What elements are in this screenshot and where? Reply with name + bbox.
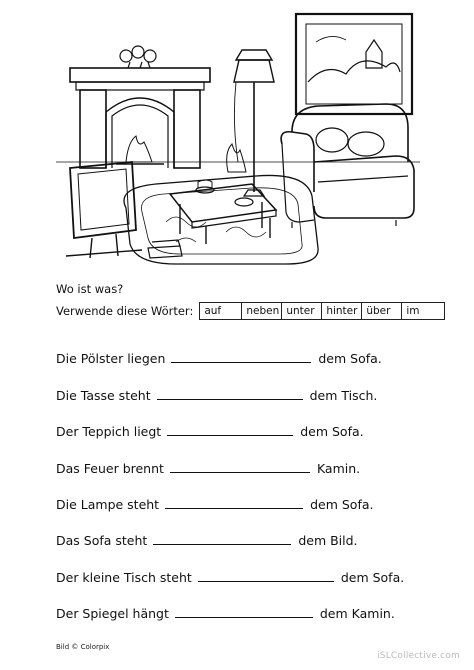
instruction-row [56, 302, 445, 320]
sentence-end: dem Sofa. [300, 424, 364, 440]
image-credit: Bild © Colorpix [56, 643, 110, 651]
sentence-start: Das Sofa steht [56, 533, 148, 549]
sofa [281, 104, 414, 228]
sentence-start: Der Teppich liegt [56, 424, 162, 440]
word-bank-item: im [406, 305, 420, 317]
word-bank-item: neben [242, 303, 282, 319]
answer-blank[interactable] [171, 351, 311, 363]
word-bank-item: unter [282, 303, 322, 319]
answer-blank[interactable] [165, 497, 303, 509]
sentence-end: dem Sofa. [340, 569, 405, 585]
word-bank [199, 302, 445, 320]
instruction-label: Verwende diese Wörter: [56, 304, 194, 318]
fireplace [70, 46, 210, 168]
answer-blank[interactable] [198, 570, 334, 582]
exercise-sentence [56, 366, 436, 402]
word-bank-item: hinter [322, 303, 362, 319]
books [148, 240, 182, 258]
exercise-sentence [56, 439, 436, 475]
wall-picture [296, 14, 412, 114]
exercise-sentence [56, 476, 436, 512]
exercise-sentence [56, 403, 436, 439]
answer-blank[interactable] [170, 461, 310, 473]
floor-lamp [236, 50, 272, 60]
exercise-sentence [56, 548, 436, 584]
answer-blank[interactable] [153, 533, 291, 545]
sentence-end: dem Sofa. [310, 496, 374, 512]
rug [124, 175, 318, 264]
word-bank-item: über [362, 303, 402, 319]
watermark: iSLCollective.com [377, 651, 460, 661]
answer-blank[interactable] [175, 606, 313, 618]
sentence-start: Die Lampe steht [56, 496, 160, 512]
sentence-end: dem Kamin. [319, 606, 395, 622]
exercise-list [56, 330, 436, 621]
sentence-end: dem Bild. [298, 533, 358, 549]
living-room-icon [56, 12, 420, 274]
sentence-end: Kamin. [316, 460, 361, 476]
answer-blank[interactable] [167, 424, 293, 436]
word-bank-item: auf [200, 303, 242, 319]
sentence-start: Die Tasse steht [56, 387, 151, 403]
sentence-start: Der Spiegel hängt [56, 606, 169, 622]
sentence-start: Das Feuer brennt [56, 460, 164, 476]
answer-blank[interactable] [157, 388, 303, 400]
sentence-start: Der kleine Tisch steht [56, 569, 192, 585]
sentence-end: dem Sofa. [318, 351, 382, 367]
exercise-sentence [56, 512, 436, 548]
question-heading: Wo ist was? [56, 282, 124, 296]
sentence-start: Die Pölster liegen [56, 351, 166, 367]
living-room-illustration [56, 12, 420, 274]
exercise-sentence [56, 585, 436, 621]
sentence-end: dem Tisch. [309, 387, 378, 403]
exercise-sentence [56, 330, 436, 366]
